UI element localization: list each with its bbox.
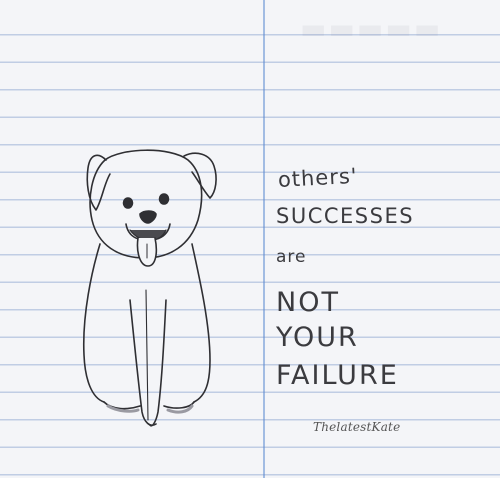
quote-text	[276, 163, 415, 391]
artist-signature: ThelatestKate	[313, 420, 401, 434]
quote-line-others: others'	[277, 163, 359, 192]
quote-line-successes: SUCCESSES	[276, 204, 415, 228]
dog-ear-left	[87, 155, 110, 210]
dog-drawing	[60, 140, 230, 440]
quote-line-failure: FAILURE	[276, 360, 399, 391]
dog-leg-left	[130, 300, 156, 425]
quote-line-not: NOT	[276, 287, 340, 318]
dog-eye-right	[160, 194, 169, 204]
show-through-smudge: ▬▬▬▬▬	[300, 12, 443, 45]
dog-eye-left	[124, 198, 133, 208]
quote-line-are: are	[276, 247, 307, 267]
margin-line	[263, 0, 265, 478]
dog-nose	[140, 211, 156, 223]
dog-leg-right	[150, 300, 166, 426]
quote-line-your: YOUR	[276, 322, 359, 353]
dog-body-right	[192, 244, 210, 402]
dog-body-left	[84, 244, 104, 402]
